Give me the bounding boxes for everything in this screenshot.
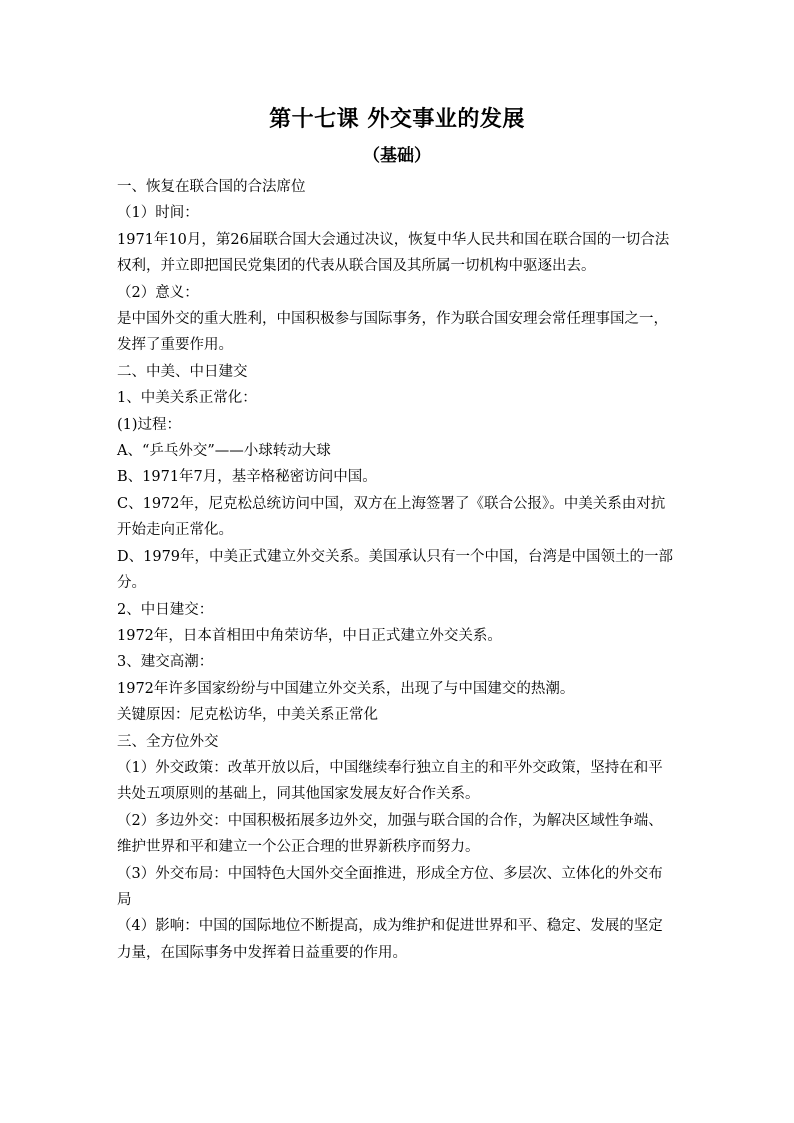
- document-page: [117, 102, 677, 966]
- document-body: [117, 174, 677, 966]
- paragraph: 1971年10月，第26届联合国大会通过决议，恢复中华人民共和国在联合国的一切合法权利，并立即把国民党集团的代表从联合国及其所属一切机构中驱逐出去。: [117, 231, 670, 275]
- paragraph: （4）影响：中国的国际地位不断提高，成为维护和促进世界和平、稳定、发展的坚定力量，在国际事务中发挥着日益重要的作用。: [117, 918, 663, 961]
- subheading: 3、建交高潮：: [117, 654, 214, 671]
- subheading-significance: （2）意义：: [117, 284, 199, 301]
- paragraph: 是中国外交的重大胜利，中国积极参与国际事务，作为联合国安理会常任理事国之一，发挥了重要作用。: [117, 311, 668, 354]
- paragraph: （2）多边外交：中国积极拓展多边外交，加强与联合国的合作，为解决区域性争端、维护世界和平和建立一个公正合理的世界新秩序而努力。: [117, 812, 663, 856]
- section-heading-un-seat: 一、恢复在联合国的合法席位: [117, 179, 306, 195]
- document-title: 第十七课 外交事业的发展: [269, 106, 525, 132]
- paragraph: （3）外交布局：中国特色大国外交全面推进，形成全方位、多层次、立体化的外交布局: [117, 865, 663, 908]
- paragraph: 关键原因：尼克松访华，中美关系正常化: [117, 707, 378, 724]
- subheading: (1)过程：: [117, 416, 182, 433]
- paragraph: 1972年许多国家纷纷与中国建立外交关系，出现了与中国建交的热潮。: [117, 680, 575, 697]
- subheading: 2、中日建交：: [117, 601, 214, 618]
- section-heading-us-japan: 二、中美、中日建交: [117, 363, 248, 380]
- subheading: 1、中美关系正常化：: [117, 390, 257, 407]
- paragraph: （1）外交政策：改革开放以后，中国继续奉行独立自主的和平外交政策，坚持在和平共处五项原则的基础上，同其他国家发展友好合作关系。: [117, 759, 663, 803]
- paragraph: 1972年，日本首相田中角荣访华，中日正式建立外交关系。: [117, 627, 502, 644]
- list-item: D、1979年，中美正式建立外交关系。美国承认只有一个中国，台湾是中国领土的一部分。: [117, 548, 674, 592]
- subheading-time: （1）时间：: [117, 205, 199, 222]
- section-heading-omnidirectional: 三、全方位外交: [117, 733, 219, 750]
- document-subtitle: （基础）: [363, 146, 431, 166]
- list-item: B、1971年7月，基辛格秘密访问中国。: [117, 469, 377, 486]
- list-item: C、1972年，尼克松总统访问中国，双方在上海签署了《联合公报》。中美关系由对抗开始走向正常化。: [117, 495, 666, 539]
- list-item: A、“乒乓外交”——小球转动大球: [117, 443, 331, 460]
